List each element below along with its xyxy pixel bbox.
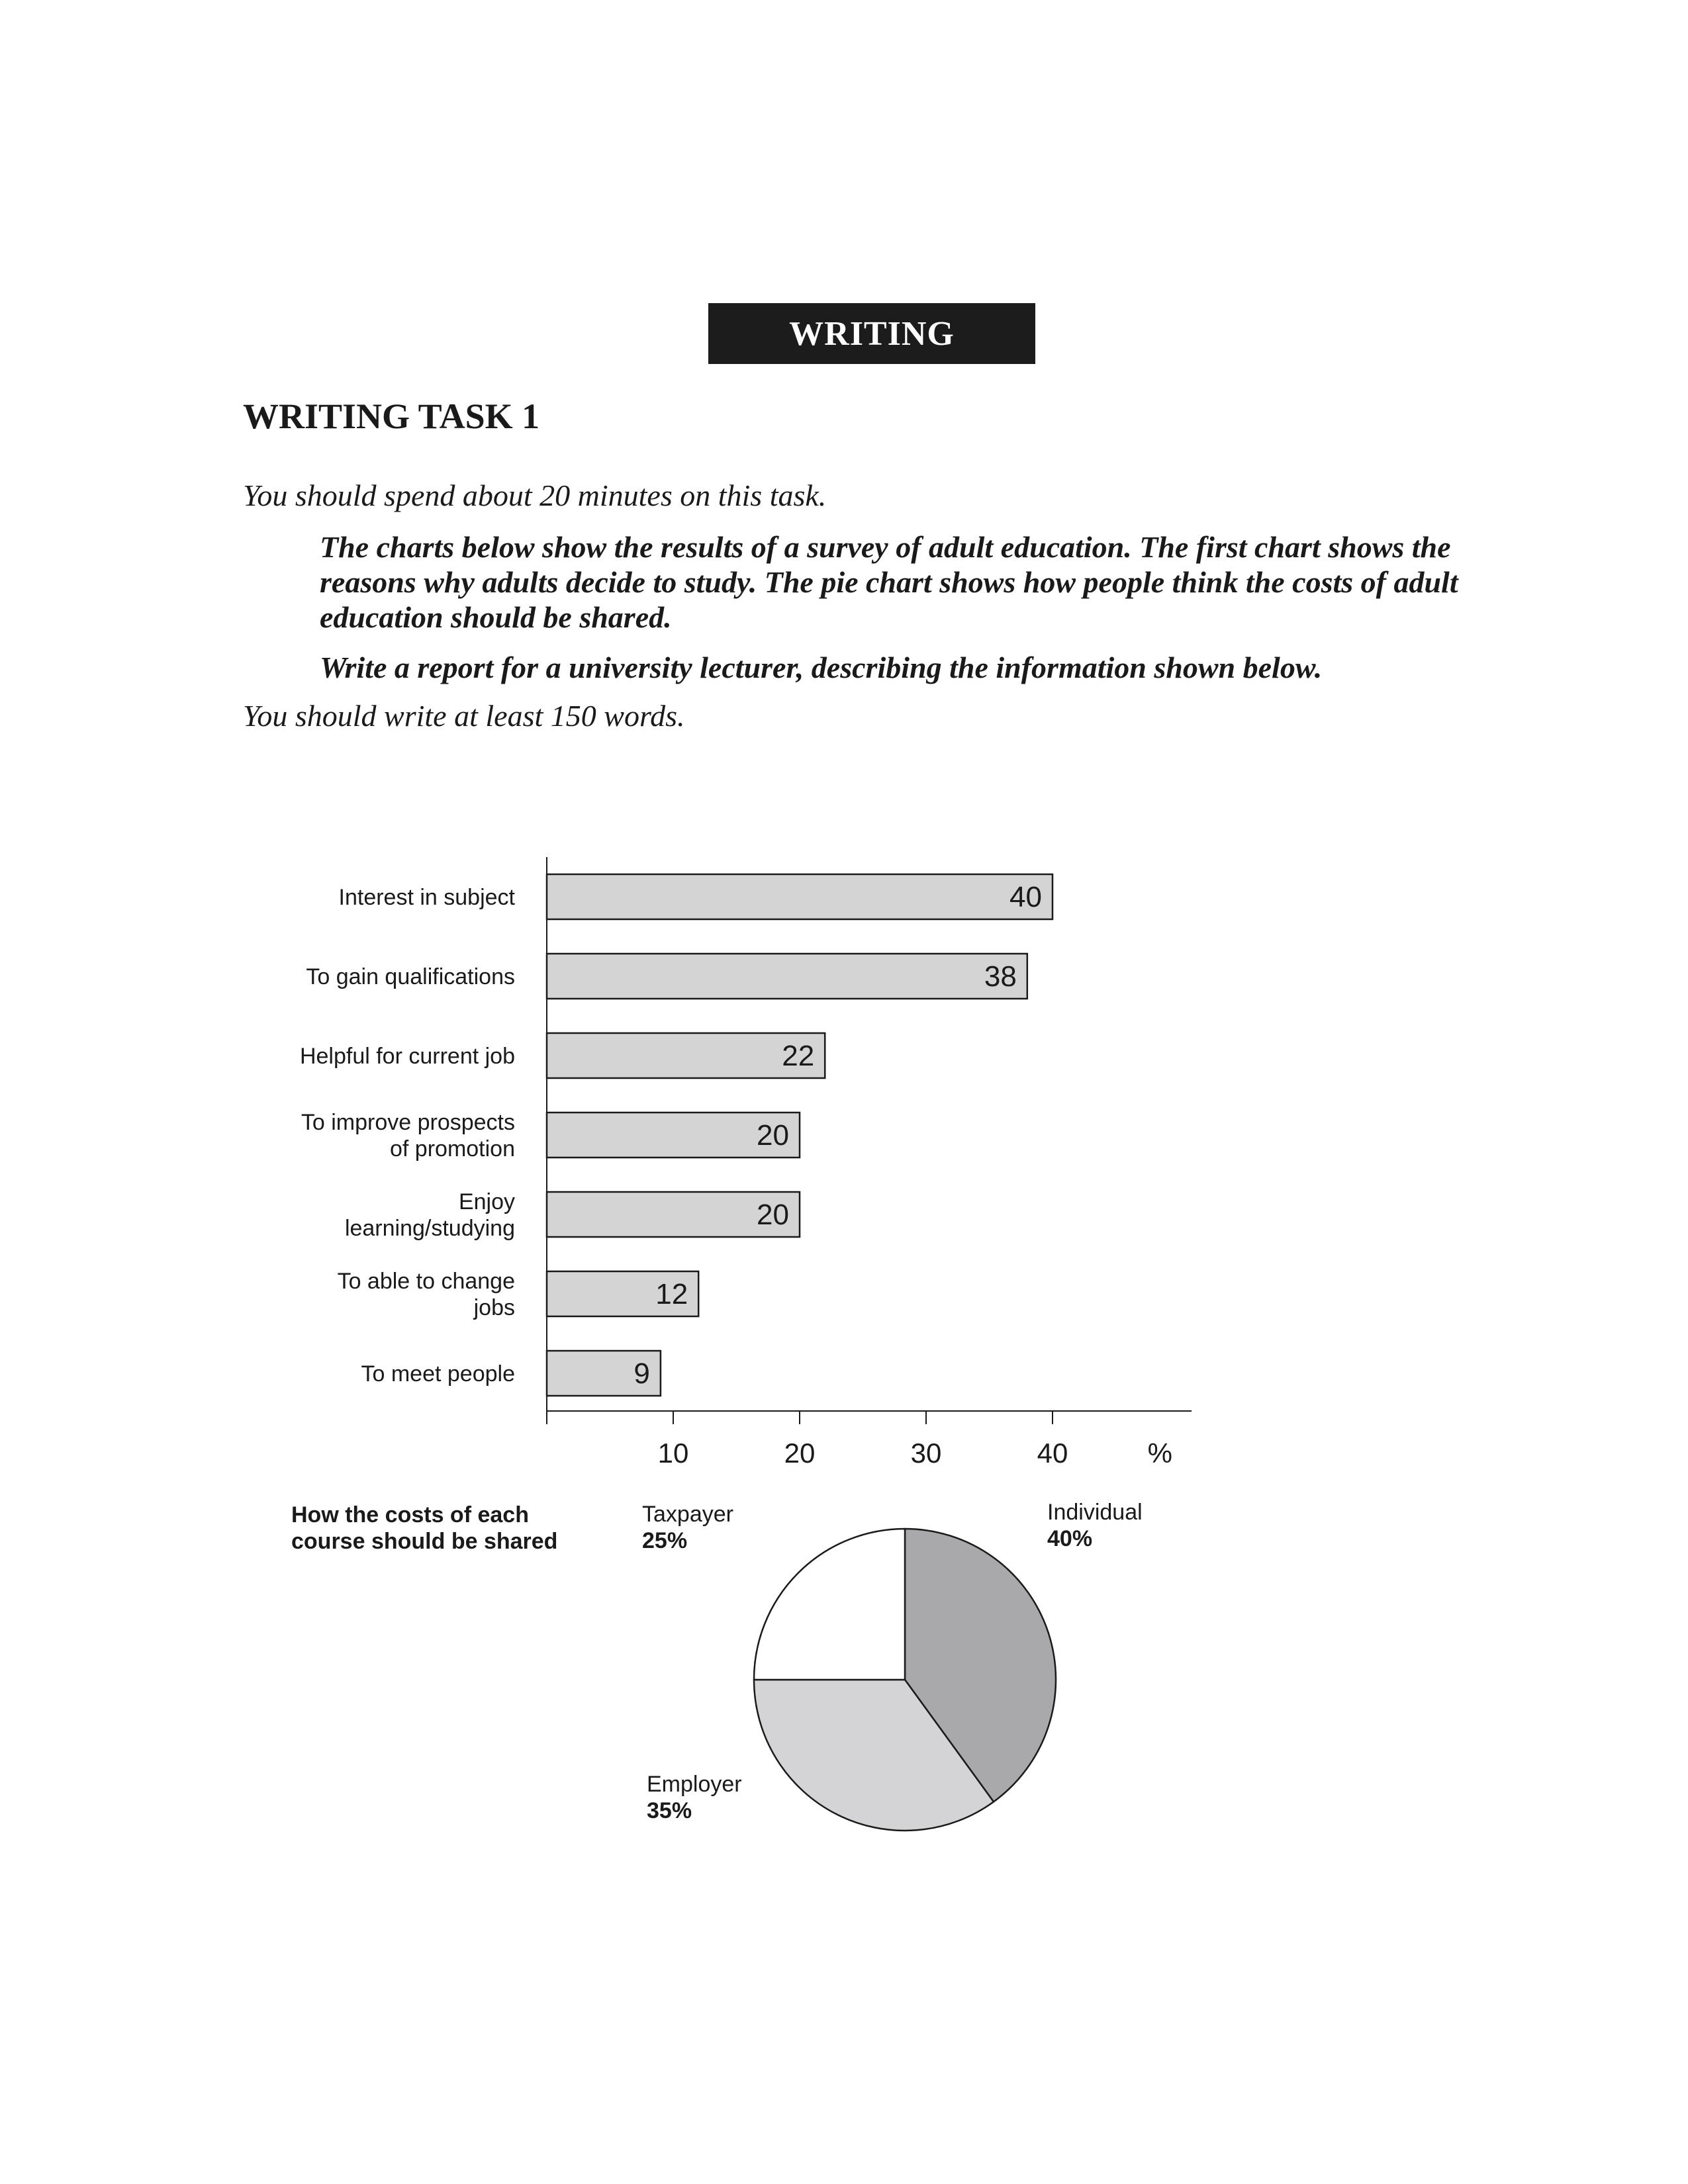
bar-value-label-4: 20	[757, 1119, 789, 1152]
pie-label-employer: Employer	[647, 1772, 742, 1797]
category-label-6-line-2: jobs	[473, 1295, 515, 1320]
x-tick-label-20: 20	[784, 1437, 816, 1469]
pie-label-individual: Individual	[1047, 1500, 1143, 1525]
task-heading: WRITING TASK 1	[243, 396, 540, 436]
task-description: The charts below show the results of a survey of adult education. The first chart shows the reasons why adults decide to study. The pie chart shows how people think the costs of adult education should be shared.	[320, 530, 1458, 634]
category-label-4-line-1: To improve prospects	[301, 1110, 515, 1135]
report-instruction: Write a report for a university lecturer, describing the information shown below.	[320, 651, 1323, 684]
pie-title-line-1: How the costs of each	[291, 1502, 529, 1527]
bar-value-label-1: 40	[1009, 881, 1042, 913]
x-unit-label: %	[1147, 1437, 1173, 1469]
bar-value-label-7: 9	[633, 1357, 650, 1390]
bar-value-label-6: 12	[655, 1278, 688, 1310]
x-tick-label-30: 30	[910, 1437, 942, 1469]
category-label-3: Helpful for current job	[299, 1044, 515, 1069]
pie-value-individual: 40%	[1047, 1526, 1093, 1551]
category-label-7: To meet people	[361, 1361, 515, 1387]
category-label-6-line-1: To able to change	[337, 1269, 515, 1294]
category-label-5-line-2: learning/studying	[344, 1216, 515, 1241]
word-instruction: You should write at least 150 words.	[243, 699, 685, 733]
x-tick-label-40: 40	[1037, 1437, 1068, 1469]
bar-value-label-5: 20	[757, 1199, 789, 1231]
pie-value-employer: 35%	[647, 1798, 692, 1823]
category-label-1: Interest in subject	[338, 885, 515, 910]
pie-value-taxpayer: 25%	[642, 1528, 688, 1553]
bar-value-label-3: 22	[782, 1040, 815, 1072]
pie-label-taxpayer: Taxpayer	[642, 1502, 733, 1527]
category-label-5-line-1: Enjoy	[458, 1189, 515, 1214]
pie-slice-taxpayer	[754, 1529, 905, 1680]
x-tick-label-10: 10	[657, 1437, 689, 1469]
category-label-4-line-2: of promotion	[390, 1136, 515, 1161]
pie-title-line-2: course should be shared	[291, 1529, 558, 1554]
category-label-2: To gain qualifications	[306, 964, 515, 989]
section-banner: WRITING	[708, 303, 1035, 364]
time-instruction: You should spend about 20 minutes on this task.	[243, 478, 827, 512]
bar-value-label-2: 38	[984, 960, 1017, 993]
